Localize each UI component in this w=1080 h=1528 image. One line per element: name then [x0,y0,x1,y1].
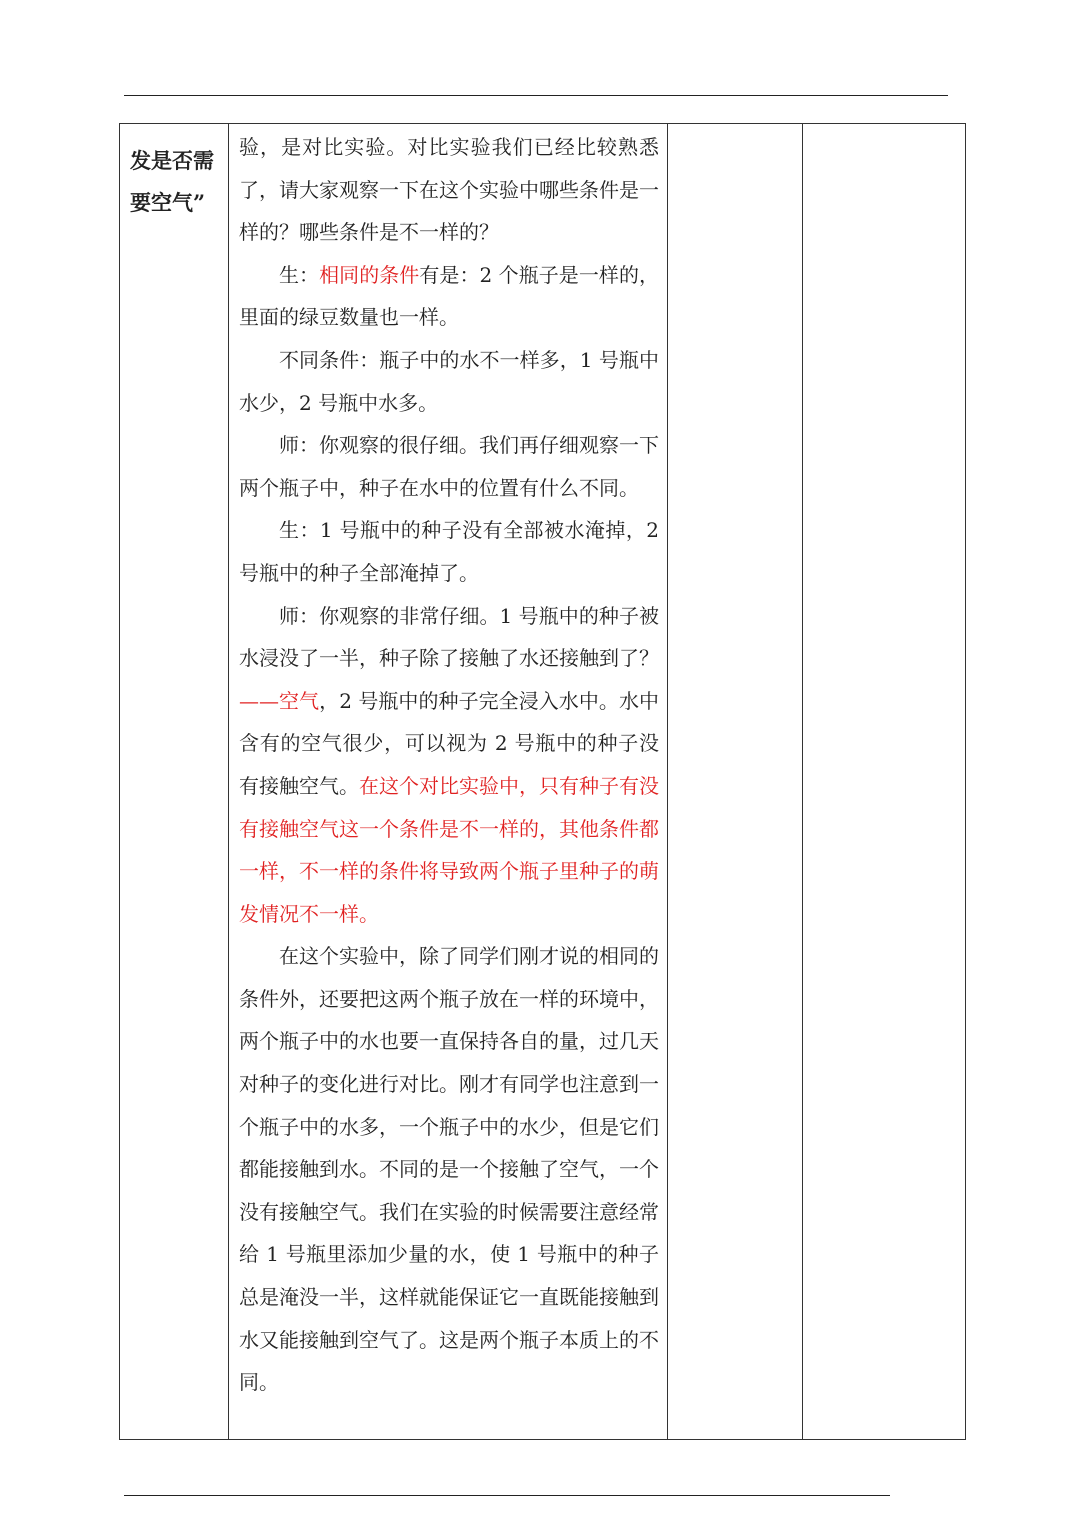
lesson-table [119,123,966,1440]
header-rule [124,95,948,96]
teaching-content [229,124,667,1404]
stage-label [120,124,228,224]
teaching-content-cell [229,124,668,1440]
paragraph: 师：你观察的很仔细。我们再仔细观察一下两个瓶子中，种子在水中的位置有什么不同。 [239,433,659,500]
empty-cell [668,124,803,1440]
paragraph: 生：1 号瓶中的种子没有全部被水淹掉，2 号瓶中的种子全部淹掉了。 [239,518,659,585]
paragraph: 验，是对比实验。对比实验我们已经比较熟悉了，请大家观察一下在这个实验中哪些条件是一样的？哪些条件是不一样的？ [239,135,659,245]
empty-cell [803,124,966,1440]
paragraph: 在这个实验中，除了同学们刚才说的相同的条件外，还要把这两个瓶子放在一样的环境中，两个瓶子中的水也要一直保持各自的量，过几天对种子的变化进行对比。刚才有同学也注意到一个瓶子中的水多，一个瓶子中的水少，但是它们都能接触到水。不同的是一个接触了空气，一个没有接触空气。我们在实验的时候需要注意经常给 1 号瓶里添加少量的水，使 1 号瓶中的种子总是淹没一半，这样就能保证它一直既能接触到水又能接触到空气了。这是两个瓶子本质上的不同。 [239,944,659,1395]
paragraph [239,595,659,936]
text-run: 生： [279,262,320,287]
stage-label-line: 要空气” [130,190,206,215]
table-row [120,124,966,1440]
highlight-text: ——空气 [239,688,320,713]
text-run: 有是：2 个瓶子是一样的，里面的绿豆数量也一样。 [239,262,660,330]
stage-label-cell [120,124,229,1440]
text-run: 师：你观察的非常仔细。1 号瓶中的种子被水浸没了一半，种子除了接触了水还接触到了？ [239,603,659,671]
text-run: ，2 号瓶中的种子完全浸入水中。水中含有的空气很少，可以视为 2 号瓶中的种子没有接触空气。 [239,688,660,798]
highlight-text: 在这个对比实验中，只有种子有没有接触空气这一个条件是不一样的，其他条件都一样，不一样的条件将导致两个瓶子里种子的萌发情况不一样。 [239,773,659,926]
paragraph: 不同条件：瓶子中的水不一样多，1 号瓶中水少，2 号瓶中水多。 [239,347,659,415]
paragraph [239,254,659,339]
highlight-text: 相同的条件 [319,262,420,287]
footer-rule [124,1495,890,1496]
stage-label-line: 发是否需 [130,148,214,173]
